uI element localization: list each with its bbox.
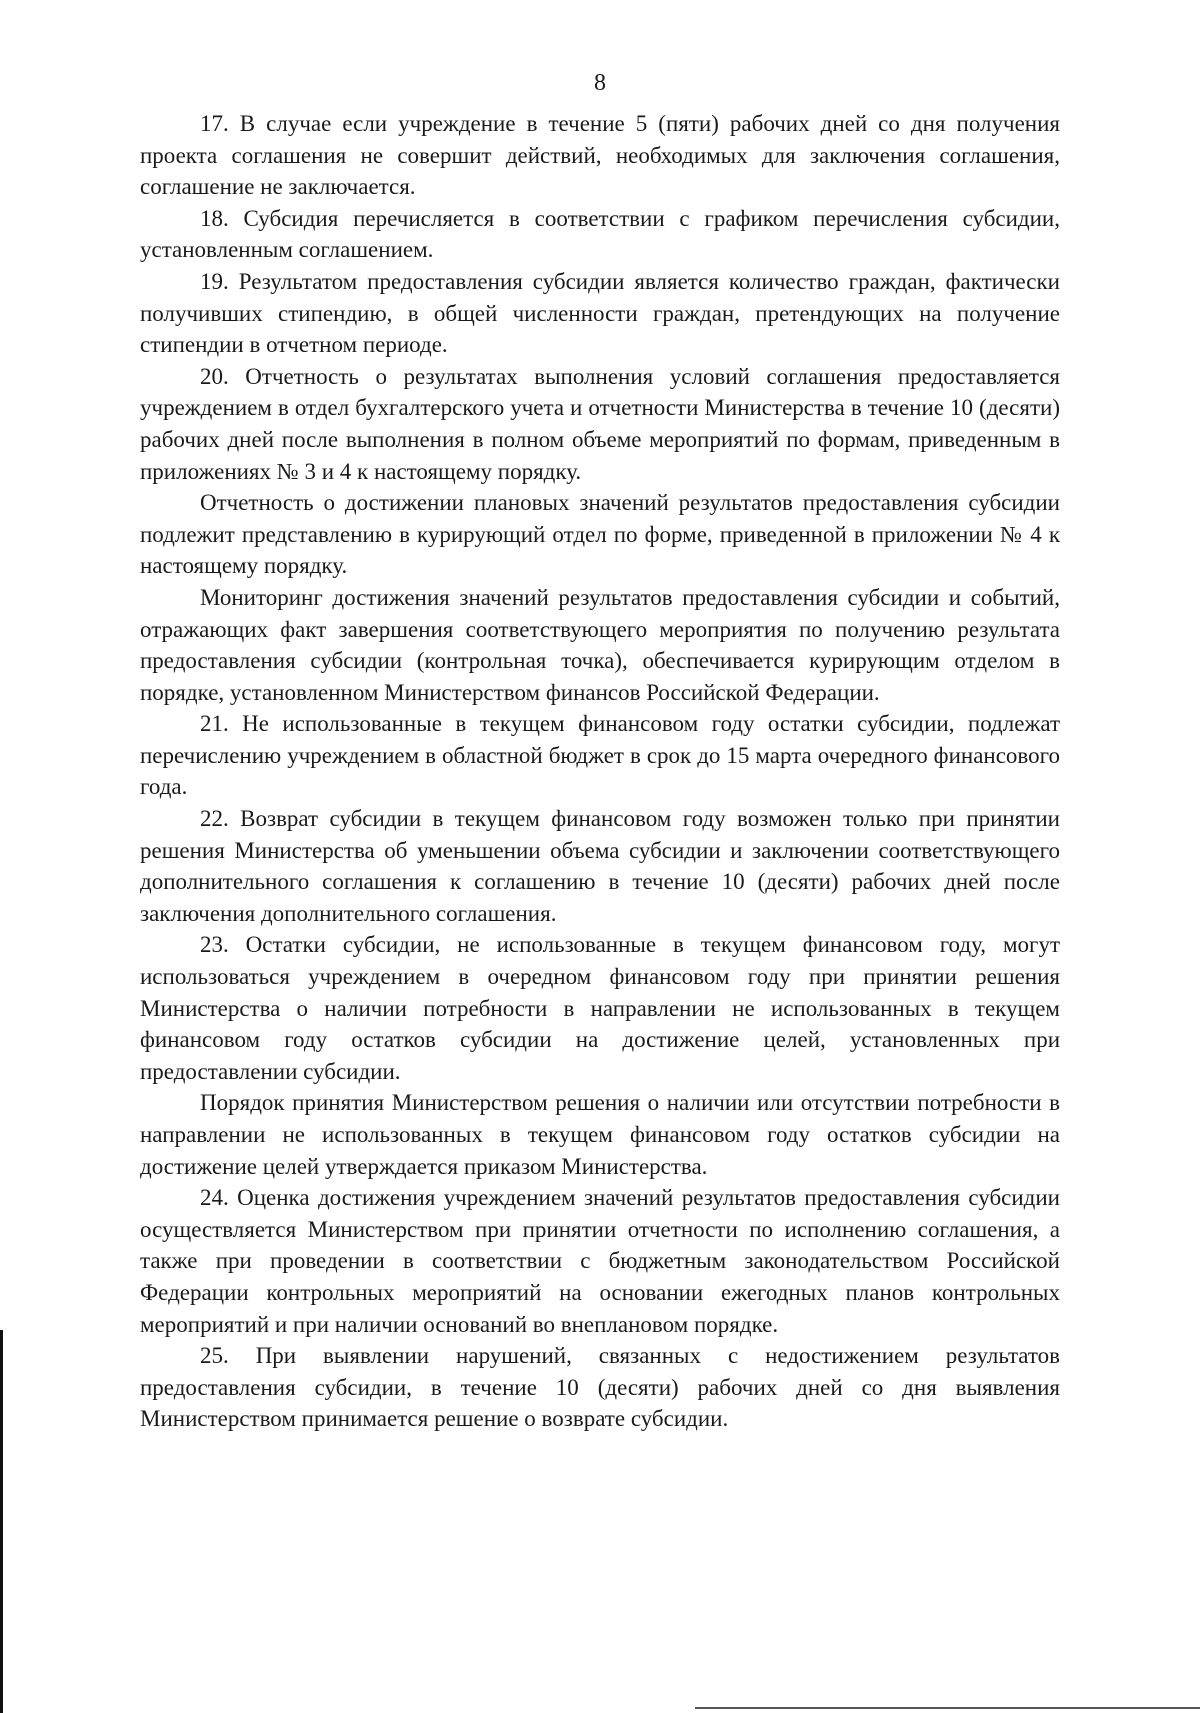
paragraph-20-monitoring: Мониторинг достижения значений результатов предоставления субсидии и событий, отражающих факт завершения соответствующего мероприятия по получению результата предоставления субсидии (контрольная точка), обеспечивается курирующим отделом в порядке, установленном Министерством финансов Российской Федерации. (140, 584, 1060, 705)
paragraph-23-procedure: Порядок принятия Министерством решения о наличии или отсутствии потребности в направлении не использованных в текущем финансовом году остатков субсидии на достижение целей утверждается приказом Министерства. (140, 1090, 1060, 1179)
document-body (140, 108, 1060, 1435)
paragraph-20: 20. Отчетность о результатах выполнения условий соглашения предоставляется учреждением в отдел бухгалтерского учета и отчетности Министерства в течение 10 (десяти) рабочих дней после выполнения в полном объеме мероприятий по формам, приведенным в приложениях № 3 и 4 к настоящему порядку. (140, 363, 1060, 484)
paragraph-19: 19. Результатом предоставления субсидии является количество граждан, фактически получивших стипендию, в общей численности граждан, претендующих на получение стипендии в отчетном периоде. (140, 268, 1060, 358)
scan-edge-line (0, 1330, 3, 1713)
paragraph-21: 21. Не использованные в текущем финансовом году остатки субсидии, подлежат перечислению учреждением в областной бюджет в срок до 15 марта очередного финансового года. (140, 711, 1060, 800)
paragraph-23: 23. Остатки субсидии, не использованные в текущем финансовом году, могут использоваться учреждением в очередном финансовом году при принятии решения Министерства о наличии потребности в направлении не использованных в текущем финансовом году остатков субсидии на достижение целей, установленных при предоставлении субсидии. (140, 932, 1060, 1084)
scan-bottom-line (695, 1707, 1200, 1709)
page-number: 8 (594, 70, 606, 96)
paragraph-20-reporting: Отчетность о достижении плановых значений результатов предоставления субсидии подлежит представлению в курирующий отдел по форме, приведенной в приложении № 4 к настоящему порядку. (140, 490, 1060, 579)
paragraph-24: 24. Оценка достижения учреждением значений результатов предоставления субсидии осуществляется Министерством при принятии отчетности по исполнению соглашения, а также при проведении в соответствии с бюджетным законодательством Российской Федерации контрольных мероприятий на основании ежегодных планов контрольных мероприятий и при наличии оснований во внеплановом порядке. (140, 1185, 1060, 1337)
paragraph-17: 17. В случае если учреждение в течение 5 (пяти) рабочих дней со дня получения проекта соглашения не совершит действий, необходимых для заключения соглашения, соглашение не заключается. (140, 111, 1060, 200)
paragraph-25: 25. При выявлении нарушений, связанных с недостижением результатов предоставления субсидии, в течение 10 (десяти) рабочих дней со дня выявления Министерством принимается решение о возврате субсидии. (140, 1343, 1060, 1432)
paragraph-22: 22. Возврат субсидии в текущем финансовом году возможен только при принятии решения Министерства об уменьшении объема субсидии и заключении соответствующего дополнительного соглашения к соглашению в течение 10 (десяти) рабочих дней после заключения дополнительного соглашения. (140, 806, 1060, 926)
paragraph-18: 18. Субсидия перечисляется в соответствии с графиком перечисления субсидии, установленным соглашением. (140, 205, 1060, 263)
